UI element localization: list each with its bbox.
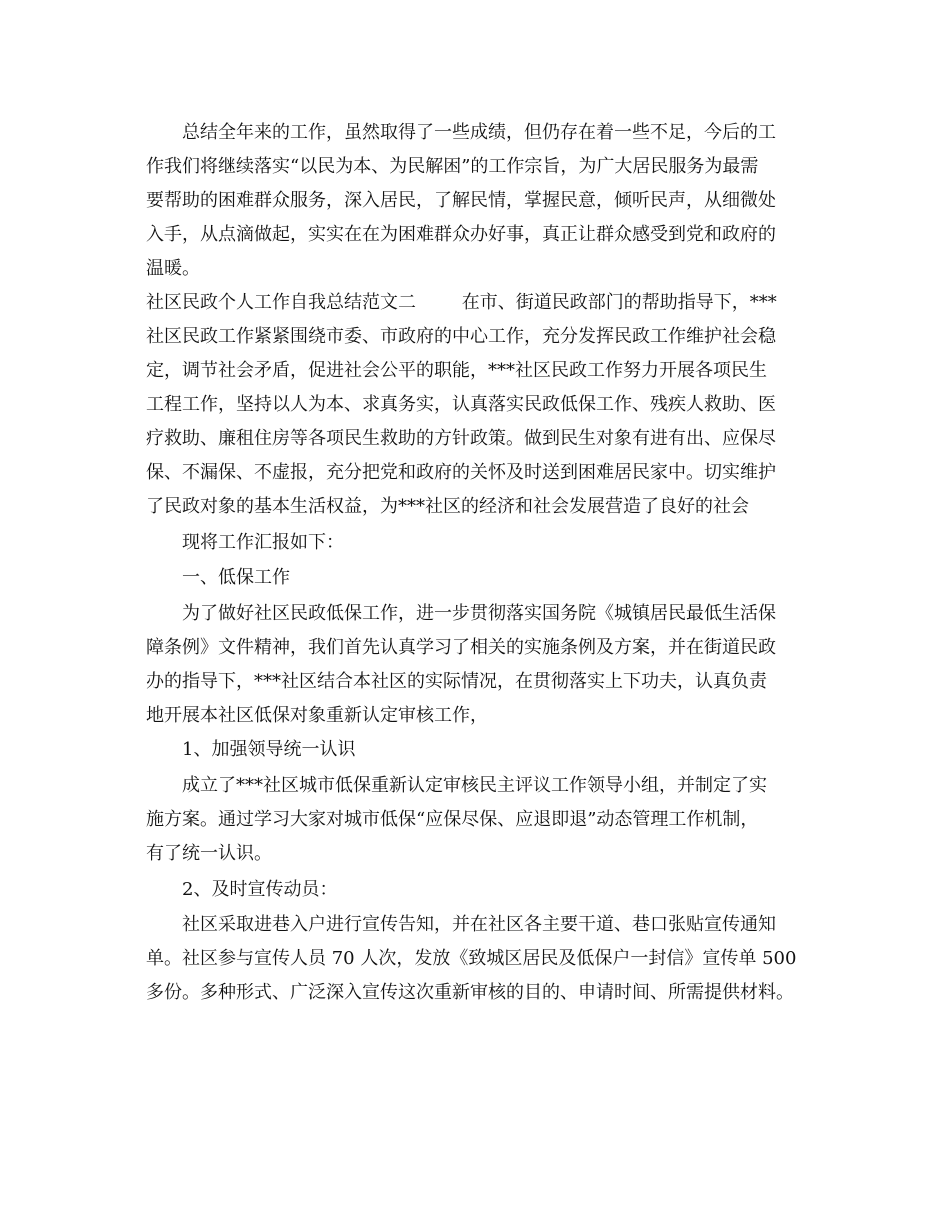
text-line: 入手，从点滴做起，实实在在为困难群众办好事，真正让群众感受到党和政府的: [146, 224, 776, 245]
subheading-line: 一、低保工作: [182, 567, 290, 588]
text-line: 地开展本社区低保对象重新认定审核工作，: [146, 705, 488, 726]
text-line: 多份。多种形式、广泛深入宣传这次重新审核的目的、申请时间、所需提供材料。: [146, 982, 794, 1003]
text-line: 成立了***社区城市低保重新认定审核民主评议工作领导小组，并制定了实: [182, 775, 767, 796]
text-line: 办的指导下，***社区结合本社区的实际情况，在贯彻落实上下功夫，认真负责: [146, 671, 767, 692]
text-line: 保、不漏保、不虚报，充分把党和政府的关怀及时送到困难居民家中。切实维护: [146, 462, 776, 483]
text-line: 社区采取进巷入户进行宣传告知，并在社区各主要干道、巷口张贴宣传通知: [182, 914, 776, 935]
text-line: 障条例》文件精神，我们首先认真学习了相关的实施条例及方案，并在街道民政: [146, 637, 776, 658]
text-line: 作我们将继续落实“以民为本、为民解困”的工作宗旨，为广大居民服务为最需: [146, 156, 759, 177]
text-line: 社区民政工作紧紧围绕市委、市政府的中心工作，充分发挥民政工作维护社会稳: [146, 326, 776, 347]
text-line: 施方案。通过学习大家对城市低保“应保尽保、应退即退”动态管理工作机制，: [146, 809, 759, 830]
subheading-line: 1、加强领导统一认识: [182, 739, 356, 760]
text-line: 了民政对象的基本生活权益，为***社区的经济和社会发展营造了良好的社会: [146, 496, 749, 517]
text-line: 工程工作，坚持以人为本、求真务实，认真落实民政低保工作、残疾人救助、医: [146, 394, 776, 415]
text-line: 单。社区参与宣传人员 70 人次，发放《致城区居民及低保户一封信》宣传单 500: [146, 948, 797, 969]
text-line: 定，调节社会矛盾，促进社会公平的职能，***社区民政工作努力开展各项民生: [146, 360, 767, 381]
text-line: 现将工作汇报如下：: [182, 532, 344, 553]
text-line: 温暖。: [146, 258, 200, 279]
section-heading-line: 社区民政个人工作自我总结范文二 在市、街道民政部门的帮助指导下，***: [146, 292, 777, 313]
text-line: 为了做好社区民政低保工作，进一步贯彻落实国务院《城镇居民最低生活保: [182, 603, 776, 624]
text-line: 疗救助、廉租住房等各项民生救助的方针政策。做到民生对象有进有出、应保尽: [146, 428, 776, 449]
text-line: 总结全年来的工作，虽然取得了一些成绩，但仍存在着一些不足，今后的工: [182, 122, 776, 143]
text-line: 有了统一认识。: [146, 843, 272, 864]
text-line: 要帮助的困难群众服务，深入居民，了解民情，掌握民意，倾听民声，从细微处: [146, 190, 776, 211]
subheading-line: 2、及时宣传动员：: [182, 879, 338, 900]
